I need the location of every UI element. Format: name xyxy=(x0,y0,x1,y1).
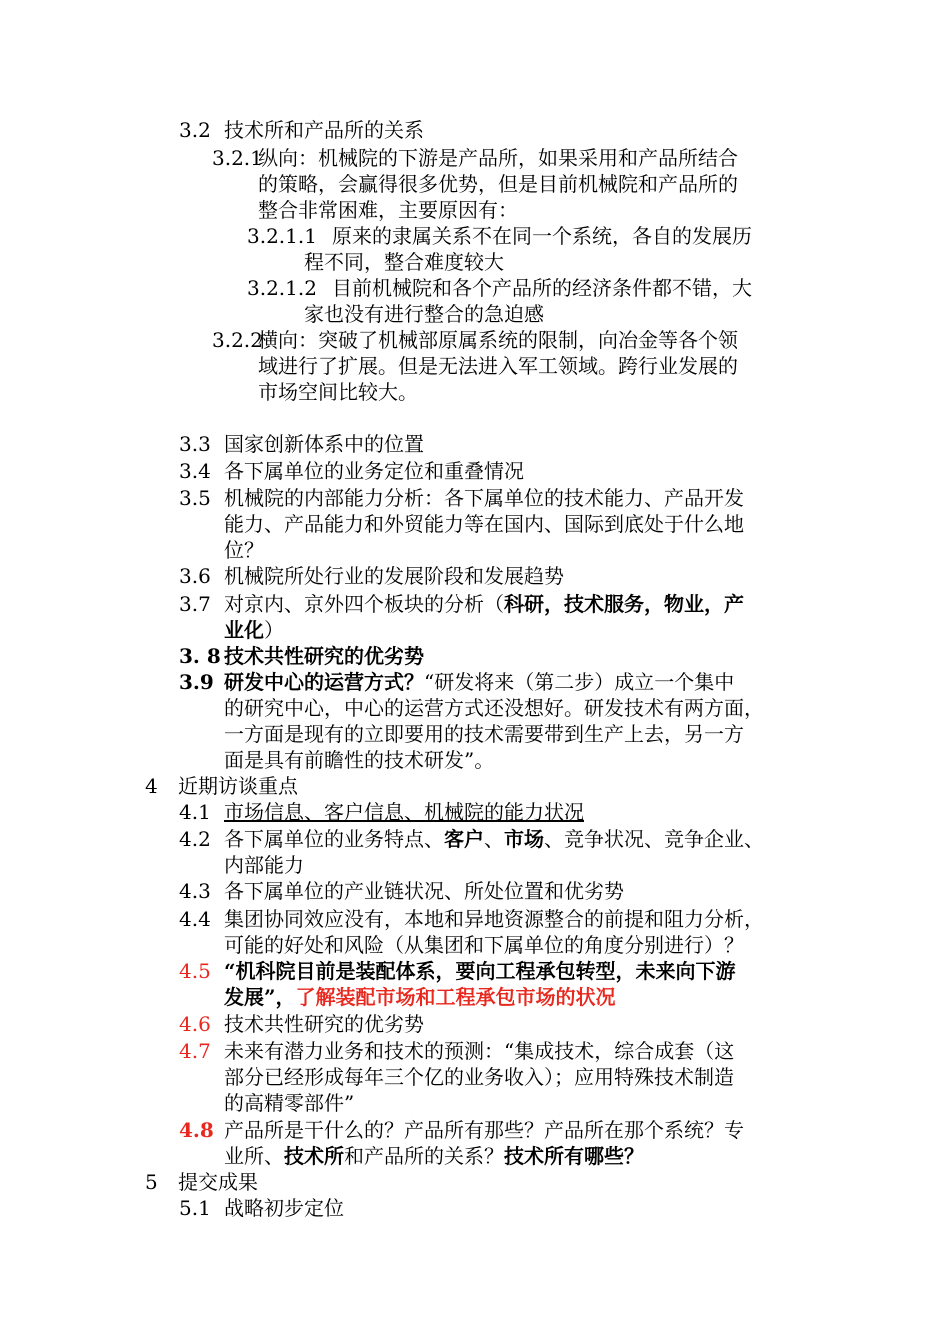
plain-text: “研发将来（第二步）成立一个集中 xyxy=(424,670,735,694)
paragraph-line: 机械院的内部能力分析：各下属单位的技术能力、产品开发 xyxy=(224,486,744,510)
section-number: 3.9 xyxy=(179,670,214,694)
section-number: 3.6 xyxy=(179,564,211,588)
paragraph-line: 内部能力 xyxy=(224,853,304,877)
paragraph-line xyxy=(224,984,616,1010)
section-heading: 各下属单位的业务定位和重叠情况 xyxy=(224,459,524,483)
paragraph-line: 一方面是现有的立即要用的技术需要带到生产上去，另一方 xyxy=(224,722,744,746)
bold-text: 技术所有哪些？ xyxy=(504,1144,644,1168)
section-heading: 各下属单位的产业链状况、所处位置和优劣势 xyxy=(224,879,624,903)
plain-text: 对京内、京外四个板块的分析（ xyxy=(224,592,504,616)
section-number: 4.5 xyxy=(179,959,211,983)
paragraph-line: 面是具有前瞻性的技术研发”。 xyxy=(224,748,495,772)
section-number: 3.5 xyxy=(179,486,211,510)
paragraph-line: 位？ xyxy=(224,538,264,562)
section-number: 3.2.1.2 xyxy=(247,276,317,300)
paragraph-line: 的高精零部件” xyxy=(224,1091,355,1115)
paragraph-line: 域进行了扩展。但是无法进入军工领域。跨行业发展的 xyxy=(258,354,738,378)
bold-text: 发展”， xyxy=(224,985,296,1009)
paragraph-line: 可能的好处和风险（从集团和下属单位的角度分别进行）？ xyxy=(224,933,744,957)
paragraph-line: 程不同，整合难度较大 xyxy=(304,250,504,274)
plain-text: 、 xyxy=(484,827,504,851)
section-number: 4 xyxy=(145,774,158,798)
section-number: 3. 8 xyxy=(179,644,221,668)
paragraph-line xyxy=(224,826,764,852)
bold-text: 研发中心的运营方式？ xyxy=(224,670,424,694)
paragraph-line xyxy=(224,617,284,643)
section-number: 3.2.1.1 xyxy=(247,224,317,248)
bold-text: 技术所 xyxy=(284,1144,344,1168)
plain-text: 业所、 xyxy=(224,1144,284,1168)
section-heading: 机械院所处行业的发展阶段和发展趋势 xyxy=(224,564,564,588)
section-number: 3.3 xyxy=(179,432,211,456)
paragraph-line: 部分已经形成每年三个亿的业务收入）；应用特殊技术制造 xyxy=(224,1065,734,1089)
section-number: 4.1 xyxy=(179,800,211,824)
bold-text: 市场 xyxy=(504,827,544,851)
paragraph-line: 整合非常困难，主要原因有： xyxy=(258,198,518,222)
paragraph-line: 原来的隶属关系不在同一个系统，各自的发展历 xyxy=(332,224,752,248)
section-heading: 国家创新体系中的位置 xyxy=(224,432,424,456)
section-heading: 技术所和产品所的关系 xyxy=(224,118,424,142)
bold-text: 客户 xyxy=(444,827,484,851)
section-heading: 提交成果 xyxy=(178,1170,258,1194)
section-number: 3.7 xyxy=(179,592,211,616)
section-number: 4.3 xyxy=(179,879,211,903)
paragraph-line: 的研究中心，中心的运营方式还没想好。研发技术有两方面， xyxy=(224,696,764,720)
paragraph-line: 家也没有进行整合的急迫感 xyxy=(304,302,544,326)
section-number: 5 xyxy=(145,1170,158,1194)
bold-text: “机科院目前是装配体系，要向工程承包转型，未来向下游 xyxy=(224,959,736,983)
section-number: 3.2 xyxy=(179,118,211,142)
bold-text: 业化 xyxy=(224,618,264,642)
section-number: 5.1 xyxy=(179,1196,211,1220)
section-number: 3.2.2 xyxy=(212,328,263,352)
paragraph-line: 目前机械院和各个产品所的经济条件都不错，大 xyxy=(332,276,752,300)
underlined-heading: 市场信息、客户信息、机械院的能力状况 xyxy=(224,800,584,824)
section-number: 4.2 xyxy=(179,827,211,851)
paragraph-line: 纵向：机械院的下游是产品所，如果采用和产品所结合 xyxy=(258,146,738,170)
paragraph-line: 集团协同效应没有，本地和异地资源整合的前提和阻力分析， xyxy=(224,907,764,931)
plain-text: ） xyxy=(264,618,284,642)
section-number: 4.8 xyxy=(179,1118,214,1142)
section-number: 3.2.1 xyxy=(212,146,263,170)
paragraph-line: 未来有潜力业务和技术的预测：“集成技术，综合成套（这 xyxy=(224,1039,735,1063)
section-number: 3.4 xyxy=(179,459,211,483)
section-number: 4.7 xyxy=(179,1039,211,1063)
section-heading: 战略初步定位 xyxy=(224,1196,344,1220)
section-number: 4.6 xyxy=(179,1012,211,1036)
paragraph-line xyxy=(224,669,734,695)
paragraph-line xyxy=(224,1143,644,1169)
paragraph-line: 能力、产品能力和外贸能力等在国内、国际到底处于什么地 xyxy=(224,512,744,536)
paragraph-line: 横向：突破了机械部原属系统的限制，向冶金等各个领 xyxy=(258,328,738,352)
section-heading: 近期访谈重点 xyxy=(178,774,298,798)
red-highlight-text: 了解装配市场和工程承包市场的状况 xyxy=(295,985,616,1009)
bold-text: 科研，技术服务，物业，产 xyxy=(504,592,744,616)
plain-text: 和产品所的关系？ xyxy=(344,1144,504,1168)
plain-text: 、竞争状况、竞争企业、 xyxy=(544,827,764,851)
paragraph-line: 市场空间比较大。 xyxy=(258,380,418,404)
paragraph-line: 产品所是干什么的？产品所有那些？产品所在那个系统？专 xyxy=(224,1118,744,1142)
paragraph-line xyxy=(224,591,744,617)
plain-text: 各下属单位的业务特点、 xyxy=(224,827,444,851)
section-number: 4.4 xyxy=(179,907,211,931)
section-heading: 技术共性研究的优劣势 xyxy=(224,644,424,668)
paragraph-line: 的策略，会赢得很多优势，但是目前机械院和产品所的 xyxy=(258,172,738,196)
section-heading: 技术共性研究的优劣势 xyxy=(224,1012,424,1036)
